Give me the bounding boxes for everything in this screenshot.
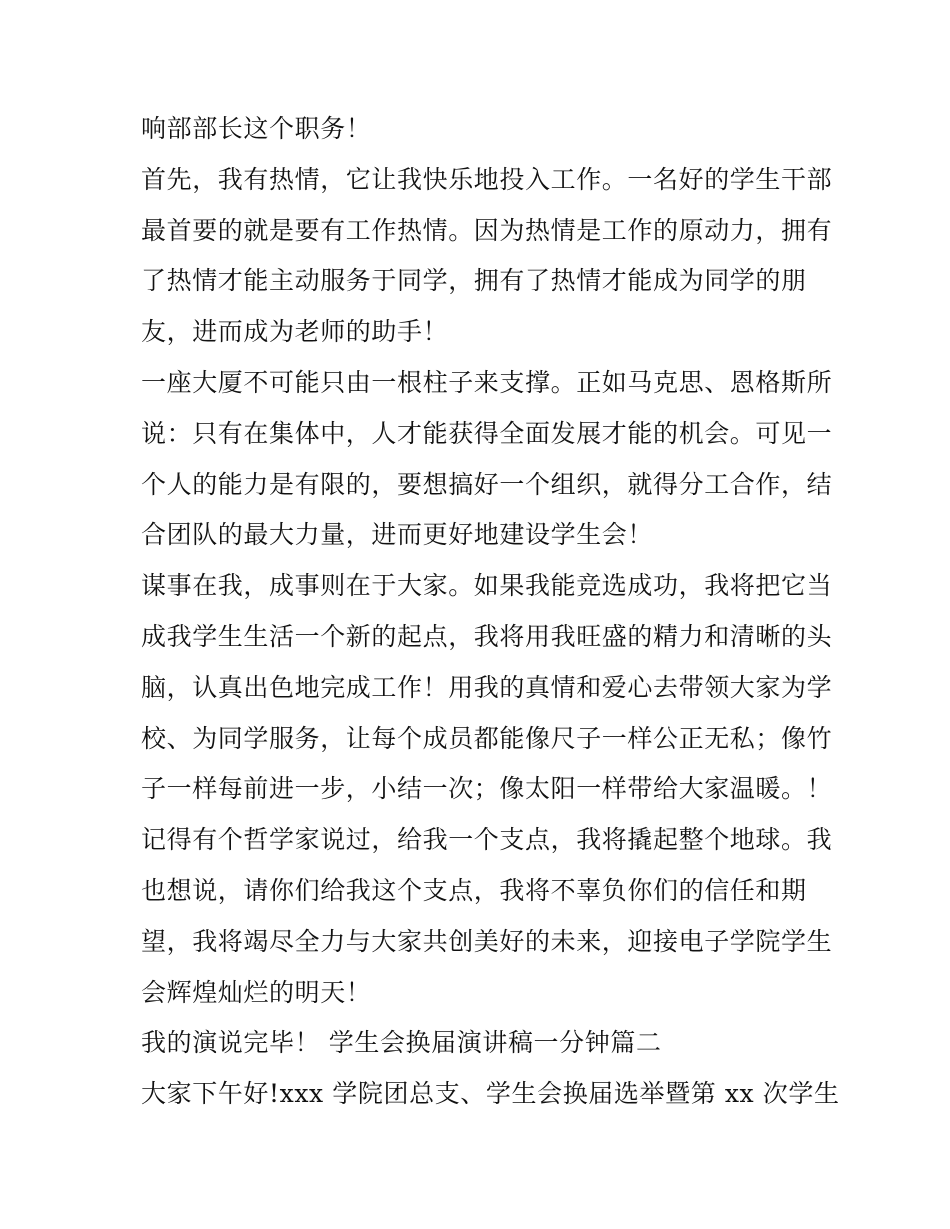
- document-body: [141, 104, 840, 1120]
- text-line: 脑，认真出色地完成工作！用我的真情和爱心去带领大家为学: [141, 672, 833, 702]
- text-line: 校、为同学服务，让每个成员都能像尺子一样公正无私；像竹: [141, 723, 833, 753]
- text-line: 一座大厦不可能只由一根柱子来支撑。正如马克思、恩格斯所: [141, 367, 833, 397]
- text-line: 大家下午好!xxx 学院团总支、学生会换届选举暨第 xx 次学生: [141, 1079, 840, 1109]
- text-line: 我的演说完毕！ 学生会换届演讲稿一分钟篇二: [141, 1028, 662, 1058]
- text-line: 友，进而成为老师的助手！: [141, 317, 449, 347]
- text-line: 成我学生生活一个新的起点，我将用我旺盛的精力和清晰的头: [141, 621, 833, 651]
- text-line: 会辉煌灿烂的明天！: [141, 977, 372, 1007]
- text-line: 子一样每前进一步，小结一次；像太阳一样带给大家温暖。！: [141, 774, 833, 804]
- text-line: 说：只有在集体中，人才能获得全面发展才能的机会。可见一: [141, 418, 833, 448]
- text-line: 谋事在我，成事则在于大家。如果我能竞选成功，我将把它当: [141, 571, 833, 601]
- text-line: 了热情才能主动服务于同学，拥有了热情才能成为同学的朋: [141, 266, 807, 296]
- text-line: 也想说，请你们给我这个支点，我将不辜负你们的信任和期: [141, 875, 807, 905]
- text-line: 记得有个哲学家说过，给我一个支点，我将撬起整个地球。我: [141, 825, 833, 855]
- text-line: 最首要的就是要有工作热情。因为热情是工作的原动力，拥有: [141, 215, 833, 245]
- text-line: 响部部长这个职务！: [141, 114, 372, 143]
- text-line: 个人的能力是有限的，要想搞好一个组织，就得分工合作，结: [141, 469, 833, 499]
- text-line: 望，我将竭尽全力与大家共创美好的未来，迎接电子学院学生: [141, 926, 833, 956]
- text-line: 合团队的最大力量，进而更好地建设学生会！: [141, 520, 654, 550]
- text-line: 首先，我有热情，它让我快乐地投入工作。一名好的学生干部: [141, 164, 833, 194]
